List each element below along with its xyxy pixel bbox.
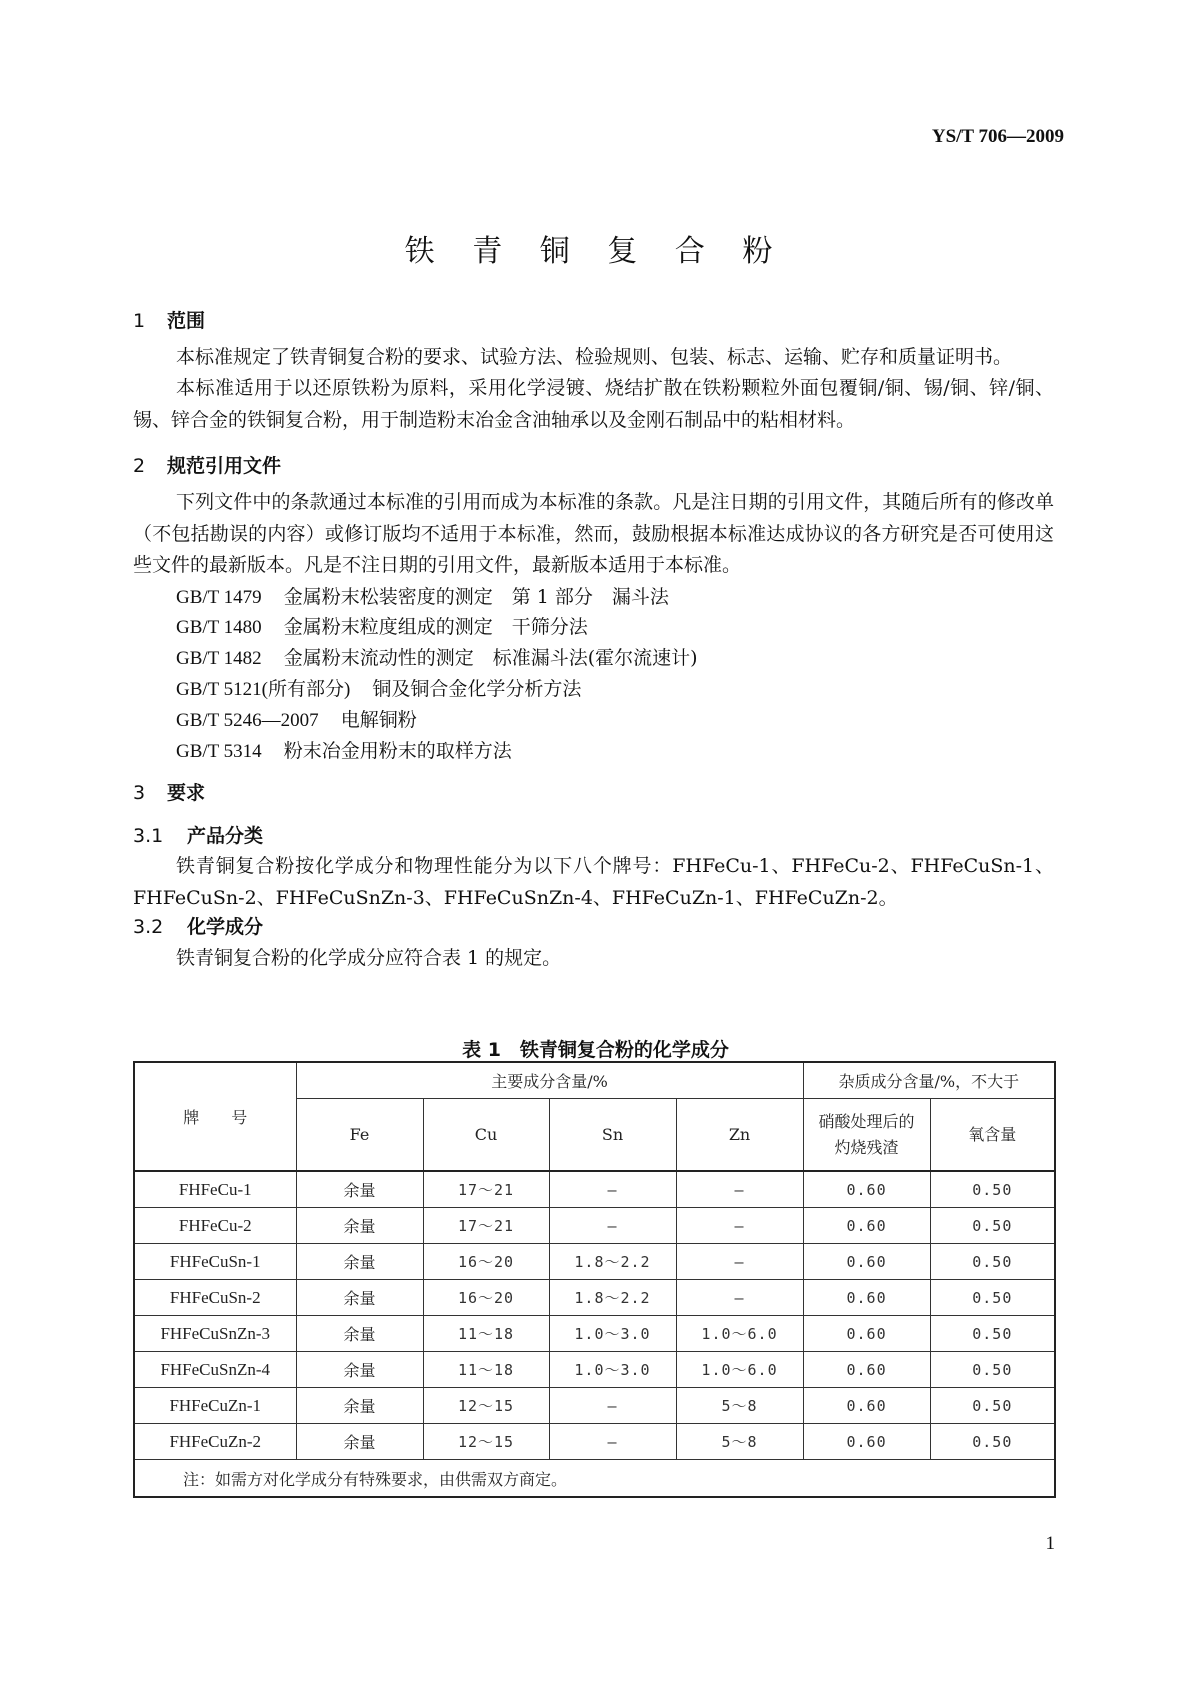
standard-code: YS/T 706—2009 xyxy=(931,126,1064,147)
cell-grade: FHFeCuZn-1 xyxy=(134,1388,296,1424)
cell-cu: 12～15 xyxy=(423,1388,549,1424)
reference-item xyxy=(176,612,588,639)
cell-grade: FHFeCuSnZn-3 xyxy=(134,1316,296,1352)
subsection-title: 化学成分 xyxy=(187,916,264,938)
header-ignition-residue xyxy=(803,1099,930,1172)
section-3-2-text: 铁青铜复合粉的化学成分应符合表 1 的规定。 xyxy=(176,947,562,969)
reference-title: 粉末冶金用粉末的取样方法 xyxy=(283,740,512,762)
cell-sn: 1.0～3.0 xyxy=(549,1352,676,1388)
table-row xyxy=(134,1352,1055,1388)
reference-item xyxy=(176,582,669,609)
table-row xyxy=(134,1171,1055,1208)
cell-residue: 0.60 xyxy=(803,1388,930,1424)
cell-grade: FHFeCuSnZn-4 xyxy=(134,1352,296,1388)
reference-code: GB/T 5246—2007 xyxy=(176,710,319,731)
cell-fe: 余量 xyxy=(296,1208,423,1244)
cell-cu: 16～20 xyxy=(423,1280,549,1316)
cell-residue: 0.60 xyxy=(803,1316,930,1352)
section-1-paragraph-2: 本标准适用于以还原铁粉为原料，采用化学浸镀、烧结扩散在铁粉颗粒外面包覆铜/铜、锡/铜、锌/铜、锡、锌合金的铁铜复合粉，用于制造粉末冶金含油轴承以及金刚石制品中的粘相材料。 xyxy=(133,377,1054,431)
cell-grade: FHFeCu-1 xyxy=(134,1171,296,1208)
reference-code: GB/T 1480 xyxy=(176,617,262,638)
section-3-2-heading xyxy=(133,912,263,939)
chemical-composition-table xyxy=(133,1061,1056,1498)
cell-zn: — xyxy=(676,1280,803,1316)
cell-cu: 12～15 xyxy=(423,1424,549,1460)
reference-title: 金属粉末流动性的测定 标准漏斗法(霍尔流速计) xyxy=(283,647,698,669)
cell-sn: 1.8～2.2 xyxy=(549,1280,676,1316)
reference-item xyxy=(176,674,581,701)
reference-title: 电解铜粉 xyxy=(340,709,417,731)
reference-code: GB/T 1482 xyxy=(176,648,262,669)
header-residue-line-1: 硝酸处理后的 xyxy=(818,1111,915,1131)
reference-code: GB/T 5314 xyxy=(176,741,262,762)
header-cu: Cu xyxy=(423,1099,549,1172)
reference-title: 金属粉末粒度组成的测定 干筛分法 xyxy=(283,616,588,638)
cell-grade: FHFeCuZn-2 xyxy=(134,1424,296,1460)
section-3-1-text: 铁青铜复合粉按化学成分和物理性能分为以下八个牌号：FHFeCu-1、FHFeCu-2、FHFeCuSn-1、FHFeCuSn-2、FHFeCuSnZn-3、FHFeCuSnZn-4、FHFeCuZn-1、FHFeCuZn-2。 xyxy=(133,855,1054,909)
cell-grade: FHFeCuSn-1 xyxy=(134,1244,296,1280)
table-row xyxy=(134,1244,1055,1280)
cell-oxygen: 0.50 xyxy=(930,1316,1055,1352)
header-main-components: 主要成分含量/% xyxy=(296,1062,803,1099)
cell-residue: 0.60 xyxy=(803,1208,930,1244)
reference-code: GB/T 5121(所有部分) xyxy=(176,679,351,700)
section-3-heading xyxy=(133,778,205,805)
header-impurities: 杂质成分含量/%，不大于 xyxy=(803,1062,1055,1099)
table-row xyxy=(134,1280,1055,1316)
reference-code: GB/T 1479 xyxy=(176,587,262,608)
cell-sn: — xyxy=(549,1424,676,1460)
page-number: 1 xyxy=(1045,1533,1055,1554)
header-fe: Fe xyxy=(296,1099,423,1172)
section-2-heading xyxy=(133,451,281,478)
reference-item xyxy=(176,643,698,670)
table-row xyxy=(134,1424,1055,1460)
cell-oxygen: 0.50 xyxy=(930,1280,1055,1316)
subsection-title: 产品分类 xyxy=(187,825,264,847)
cell-fe: 余量 xyxy=(296,1244,423,1280)
section-title: 范围 xyxy=(167,310,206,332)
table-caption: 表 1 铁青铜复合粉的化学成分 xyxy=(462,1039,729,1061)
cell-cu: 16～20 xyxy=(423,1244,549,1280)
cell-residue: 0.60 xyxy=(803,1352,930,1388)
cell-fe: 余量 xyxy=(296,1388,423,1424)
cell-cu: 17～21 xyxy=(423,1208,549,1244)
cell-fe: 余量 xyxy=(296,1424,423,1460)
header-sn: Sn xyxy=(549,1099,676,1172)
document-title: 铁 青 铜 复 合 粉 xyxy=(404,234,787,269)
subsection-number: 3.1 xyxy=(133,825,164,847)
cell-sn: — xyxy=(549,1208,676,1244)
cell-oxygen: 0.50 xyxy=(930,1352,1055,1388)
section-3-1-heading xyxy=(133,821,263,848)
cell-oxygen: 0.50 xyxy=(930,1244,1055,1280)
cell-cu: 11～18 xyxy=(423,1316,549,1352)
cell-zn: 5～8 xyxy=(676,1424,803,1460)
cell-residue: 0.60 xyxy=(803,1424,930,1460)
section-number: 3 xyxy=(133,782,146,804)
cell-residue: 0.60 xyxy=(803,1244,930,1280)
cell-residue: 0.60 xyxy=(803,1280,930,1316)
header-residue-line-2: 灼烧残渣 xyxy=(834,1137,899,1157)
cell-zn: 1.0～6.0 xyxy=(676,1316,803,1352)
cell-sn: 1.8～2.2 xyxy=(549,1244,676,1280)
cell-residue: 0.60 xyxy=(803,1171,930,1208)
cell-zn: — xyxy=(676,1171,803,1208)
cell-zn: — xyxy=(676,1208,803,1244)
section-1-paragraph-1: 本标准规定了铁青铜复合粉的要求、试验方法、检验规则、包装、标志、运输、贮存和质量证明书。 xyxy=(176,346,1013,368)
cell-oxygen: 0.50 xyxy=(930,1388,1055,1424)
cell-grade: FHFeCu-2 xyxy=(134,1208,296,1244)
section-number: 2 xyxy=(133,455,146,477)
cell-oxygen: 0.50 xyxy=(930,1208,1055,1244)
cell-oxygen: 0.50 xyxy=(930,1424,1055,1460)
cell-cu: 11～18 xyxy=(423,1352,549,1388)
cell-fe: 余量 xyxy=(296,1171,423,1208)
table-note: 注：如需方对化学成分有特殊要求，由供需双方商定。 xyxy=(134,1460,1055,1498)
reference-item xyxy=(176,705,417,732)
cell-sn: — xyxy=(549,1171,676,1208)
reference-title: 金属粉末松装密度的测定 第 1 部分 漏斗法 xyxy=(283,586,669,608)
cell-fe: 余量 xyxy=(296,1316,423,1352)
header-oxygen: 氧含量 xyxy=(930,1099,1055,1172)
cell-zn: — xyxy=(676,1244,803,1280)
section-1-heading xyxy=(133,306,205,333)
cell-fe: 余量 xyxy=(296,1352,423,1388)
cell-sn: 1.0～3.0 xyxy=(549,1316,676,1352)
reference-title: 铜及铜合金化学分析方法 xyxy=(372,678,582,700)
reference-item xyxy=(176,736,512,763)
cell-grade: FHFeCuSn-2 xyxy=(134,1280,296,1316)
table-row xyxy=(134,1388,1055,1424)
section-2-intro: 下列文件中的条款通过本标准的引用而成为本标准的条款。凡是注日期的引用文件，其随后所有的修改单（不包括勘误的内容）或修订版均不适用于本标准，然而，鼓励根据本标准达成协议的各方研究是否可使用这些文件的最新版本。凡是不注日期的引用文件，最新版本适用于本标准。 xyxy=(133,491,1054,576)
section-title: 规范引用文件 xyxy=(167,455,282,477)
header-grade: 牌 号 xyxy=(134,1062,296,1171)
section-title: 要求 xyxy=(167,782,206,804)
cell-zn: 1.0～6.0 xyxy=(676,1352,803,1388)
cell-zn: 5～8 xyxy=(676,1388,803,1424)
section-number: 1 xyxy=(133,310,146,332)
table-row xyxy=(134,1208,1055,1244)
subsection-number: 3.2 xyxy=(133,916,164,938)
cell-fe: 余量 xyxy=(296,1280,423,1316)
cell-oxygen: 0.50 xyxy=(930,1171,1055,1208)
cell-cu: 17～21 xyxy=(423,1171,549,1208)
header-zn: Zn xyxy=(676,1099,803,1172)
cell-sn: — xyxy=(549,1388,676,1424)
table-row xyxy=(134,1316,1055,1352)
